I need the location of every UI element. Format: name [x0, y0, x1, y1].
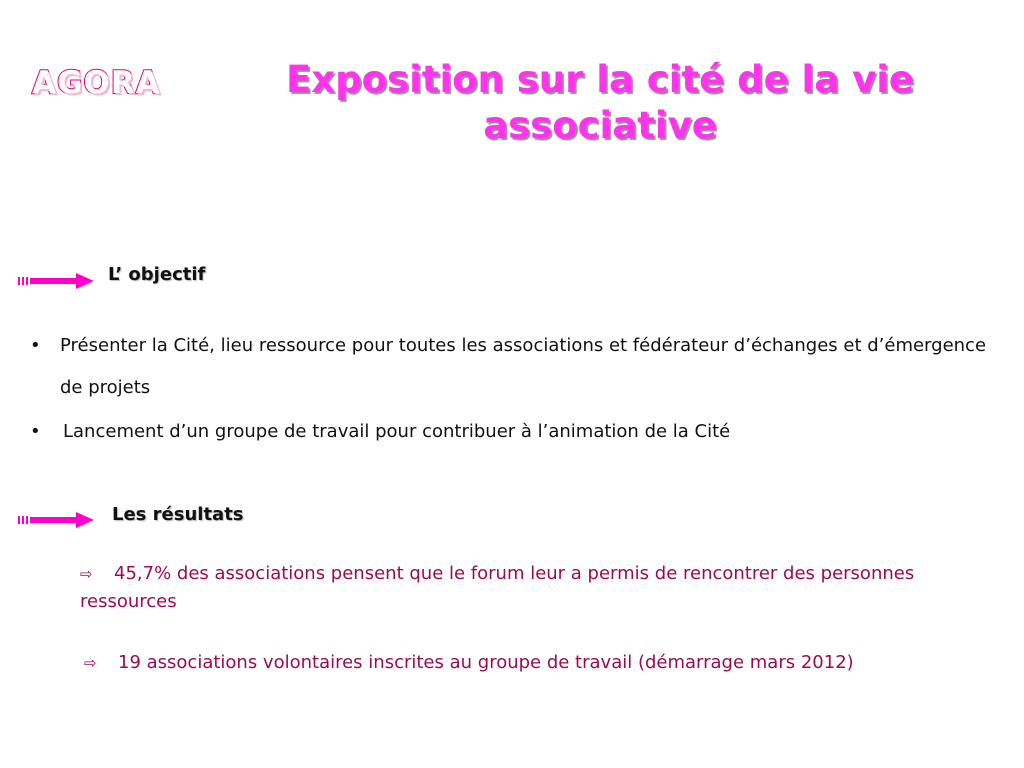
result-text: 19 associations volontaires inscrites au groupe de travail (démarrage mars 2012) [118, 652, 854, 673]
objective-list [28, 325, 988, 453]
outline-arrow-icon: ⇨ [80, 565, 93, 583]
objective-heading: L’ objectif [108, 264, 206, 285]
agora-logo: AGORA [32, 65, 161, 101]
bullet-icon: • [30, 335, 41, 356]
outline-arrow-icon: ⇨ [84, 654, 97, 672]
arrow-right-icon [18, 512, 94, 528]
result-item [80, 560, 940, 616]
list-item [28, 325, 988, 409]
objective-text: Présenter la Cité, lieu ressource pour toutes les associations et fédérateur d’échanges et d’émergence de projets [60, 335, 987, 398]
bullet-icon: • [30, 421, 41, 442]
slide-title: Exposition sur la cité de la vie associative [286, 58, 914, 147]
results-heading: Les résultats [112, 504, 244, 525]
result-text: 45,7% des associations pensent que le forum leur a permis de rencontrer des personnes ressources [80, 563, 915, 612]
result-item [84, 649, 984, 677]
arrow-right-icon [18, 273, 94, 289]
objective-text: Lancement d’un groupe de travail pour contribuer à l’animation de la Cité [63, 421, 731, 442]
list-item [28, 411, 988, 453]
